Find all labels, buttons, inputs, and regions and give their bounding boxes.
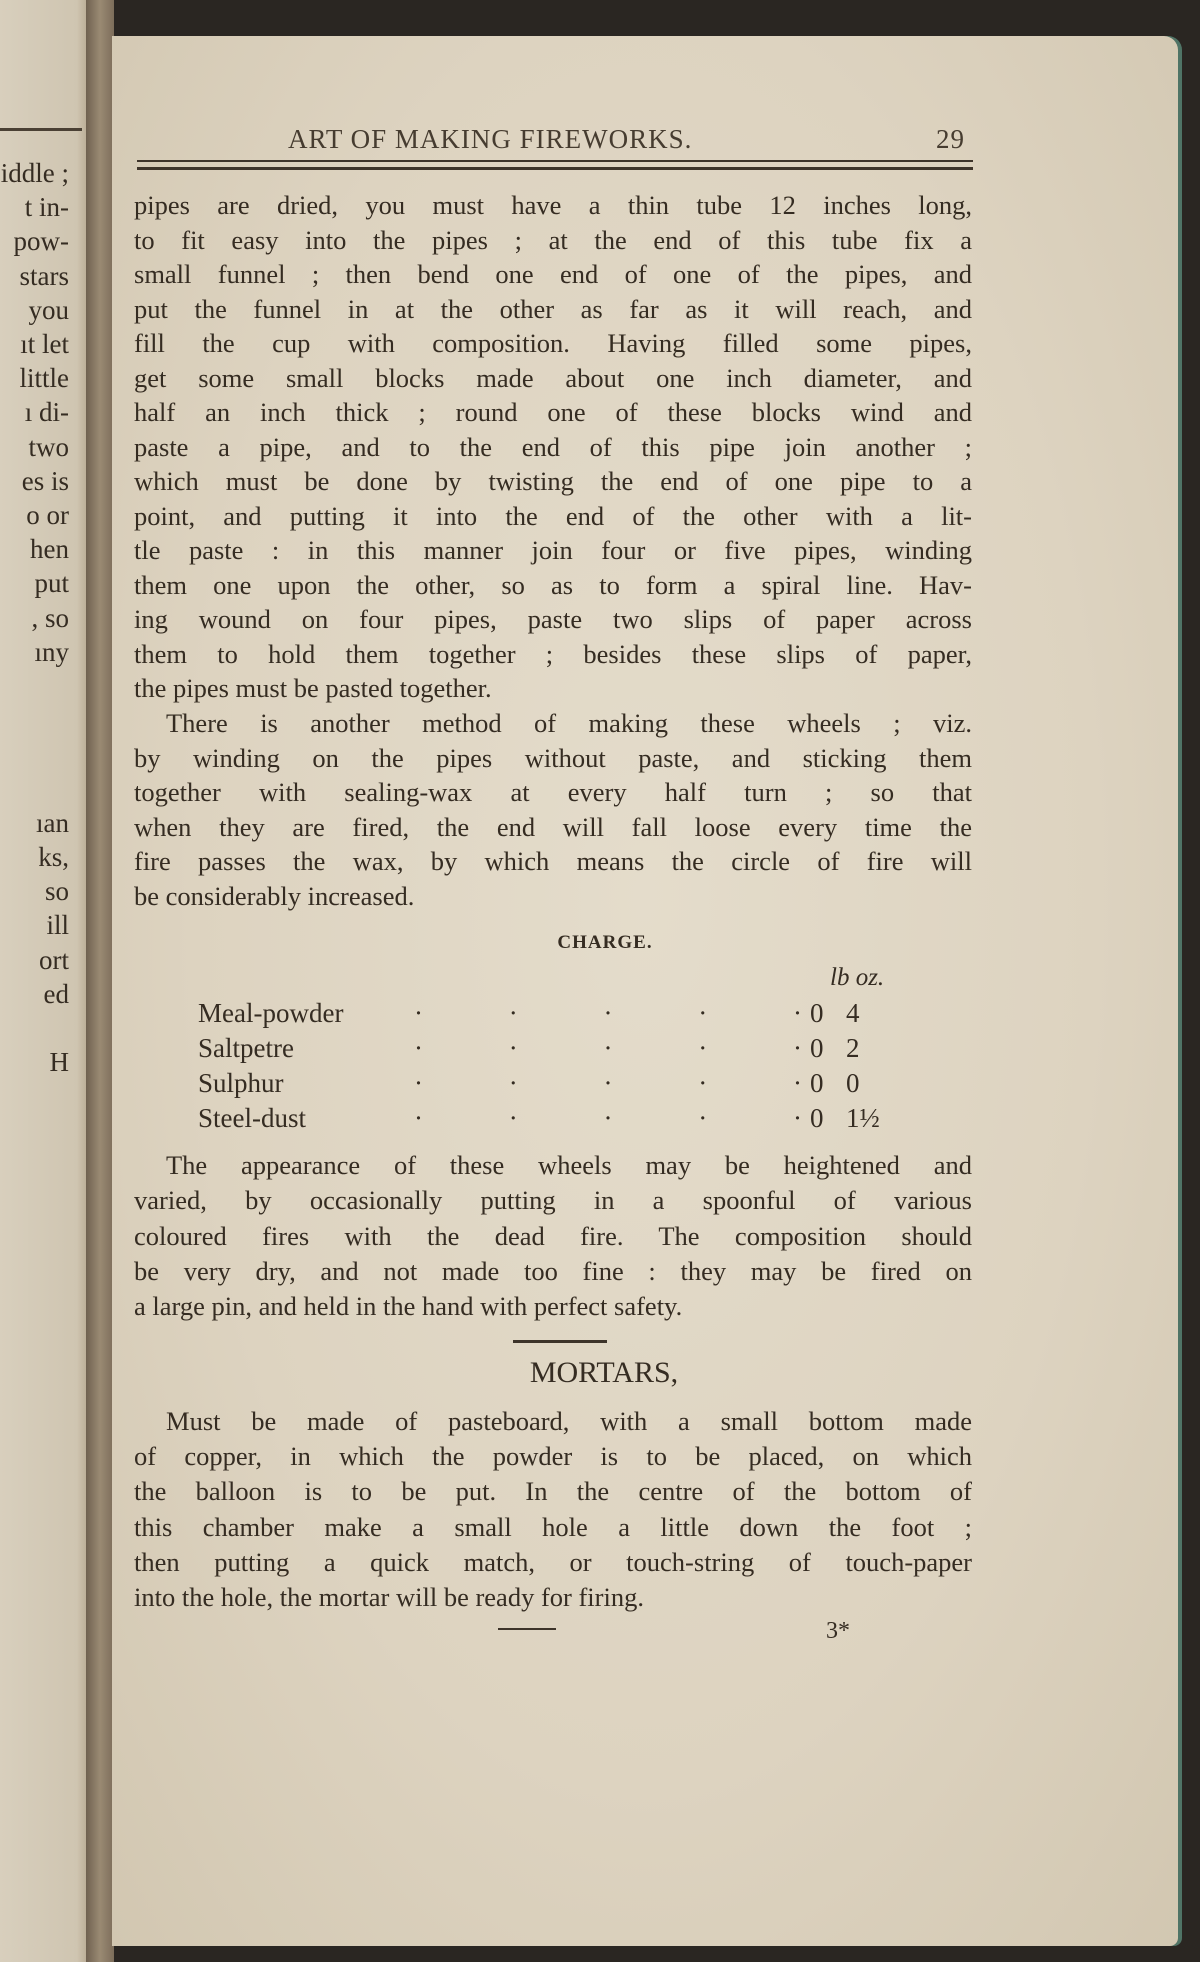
charge-units: lb oz. <box>830 964 885 991</box>
leader-dots: · · · · · <box>414 1033 802 1063</box>
facing-page-fragment: ill <box>46 910 69 941</box>
charge-row <box>198 1103 898 1133</box>
facing-page-fragment: ıan <box>36 807 69 838</box>
facing-page-fragment: you <box>28 294 69 325</box>
facing-page-fragment: so <box>44 876 69 907</box>
page-number: 29 <box>936 124 965 154</box>
pounds-value: 0 <box>810 998 824 1028</box>
facing-page-fragment: little <box>19 363 69 394</box>
leader-dots: · · · · · <box>414 1068 802 1098</box>
section-divider <box>513 1340 607 1343</box>
facing-page-fragment: put <box>34 568 69 599</box>
text-line: ing wound on four pipes, paste two slips of paper across <box>134 604 972 634</box>
text-line: into the hole, the mortar will be ready for firing. <box>134 1582 644 1612</box>
facing-page-edge <box>0 0 96 1962</box>
facing-page-fragment: es is <box>21 465 69 496</box>
ounces-value: 2 <box>846 1033 860 1063</box>
ingredient-name: Steel-dust <box>198 1103 306 1133</box>
text-line: point, and putting it into the end of the other with a lit- <box>134 500 972 531</box>
text-line: The appearance of these wheels may be heightened and <box>166 1150 972 1180</box>
header-rule-top <box>137 160 973 162</box>
text-line: then putting a quick match, or touch-string of touch-paper <box>134 1546 972 1577</box>
text-line: half an inch thick ; round one of these blocks wind and <box>134 397 972 427</box>
charge-row <box>198 998 898 1028</box>
text-line: the balloon is to be put. In the centre of the bottom of <box>134 1476 972 1507</box>
facing-page-fragment: t in- <box>24 192 69 223</box>
text-line: together with sealing-wax at every half turn ; so that <box>134 777 972 807</box>
facing-page-fragment: , so <box>31 602 69 633</box>
text-line: Must be made of pasteboard, with a small bottom made <box>166 1406 972 1436</box>
text-line: be considerably increased. <box>134 880 415 911</box>
text-line: coloured fires with the dead fire. The composition should <box>134 1220 972 1251</box>
leader-dots: · · · · · <box>414 998 802 1028</box>
facing-page-fragment: ıny <box>34 636 69 667</box>
text-line: which must be done by twisting the end of one pipe to a <box>134 466 972 496</box>
text-line: a large pin, and held in the hand with perfect safety. <box>134 1291 683 1322</box>
ounces-value: 0 <box>846 1068 860 1098</box>
charge-row <box>198 1068 898 1098</box>
charge-row <box>198 1033 898 1063</box>
text-line: get some small blocks made about one inch diameter, and <box>134 362 972 393</box>
header-rule-bottom <box>137 167 973 170</box>
text-line: put the funnel in at the other as far as it will reach, and <box>134 293 972 324</box>
facing-page-fragment: ort <box>39 944 69 975</box>
text-line: them to hold them together ; besides these slips of paper, <box>134 638 972 669</box>
facing-page-fragment: stars <box>19 260 69 291</box>
text-line: paste a pipe, and to the end of this pipe join another ; <box>134 431 972 462</box>
text-line: this chamber make a small hole a little down the foot ; <box>134 1511 972 1542</box>
text-line: them one upon the other, so as to form a spiral line. Hav- <box>134 569 972 600</box>
ingredient-name: Saltpetre <box>198 1033 294 1063</box>
facing-page-rule <box>0 128 82 131</box>
pounds-value: 0 <box>810 1033 824 1063</box>
text-line: when they are fired, the end will fall loose every time the <box>134 811 972 842</box>
text-line: be very dry, and not made too fine : they may be fired on <box>134 1255 972 1286</box>
signature-mark: 3* <box>826 1618 850 1644</box>
text-line: by winding on the pipes without paste, and sticking them <box>134 742 972 773</box>
text-line: tle paste : in this manner join four or five pipes, winding <box>134 535 972 565</box>
facing-page-fragment: H <box>49 1047 69 1078</box>
text-line: fire passes the wax, by which means the circle of fire will <box>134 846 972 876</box>
facing-page-fragment: ı di- <box>24 397 69 428</box>
text-line: pipes are dried, you must have a thin tube 12 inches long, <box>134 190 972 220</box>
book-gutter <box>86 0 114 1962</box>
footer-rule <box>498 1628 556 1630</box>
facing-page-fragment: ks, <box>38 842 69 872</box>
ounces-value: 1½ <box>846 1103 880 1133</box>
ingredient-name: Meal-powder <box>198 998 344 1028</box>
pounds-value: 0 <box>810 1103 824 1133</box>
text-line: small funnel ; then bend one end of one of the pipes, and <box>134 259 972 289</box>
section-title: MORTARS, <box>529 1356 679 1389</box>
text-line: There is another method of making these wheels ; viz. <box>166 708 972 738</box>
text-line: the pipes must be pasted together. <box>134 673 492 703</box>
running-title: ART OF MAKING FIREWORKS. <box>288 124 693 154</box>
pounds-value: 0 <box>810 1068 824 1098</box>
leader-dots: · · · · · <box>414 1103 802 1133</box>
text-line: varied, by occasionally putting in a spoonful of various <box>134 1185 972 1216</box>
facing-page-fragment: iddle ; <box>0 158 69 188</box>
facing-page-fragment: ıt let <box>20 329 69 359</box>
facing-page-fragment: ed <box>43 978 69 1009</box>
text-line: to fit easy into the pipes ; at the end of this tube fix a <box>134 224 972 255</box>
text-line: fill the cup with composition. Having filled some pipes, <box>134 328 972 358</box>
facing-page-fragment: o or <box>26 500 69 530</box>
facing-page-fragment: two <box>28 431 69 462</box>
ingredient-name: Sulphur <box>198 1068 284 1098</box>
charge-heading: CHARGE. <box>557 932 653 953</box>
facing-page-fragment: pow- <box>13 226 69 257</box>
ounces-value: 4 <box>846 998 860 1028</box>
facing-page-fragment: hen <box>30 534 69 565</box>
text-line: of copper, in which the powder is to be placed, on which <box>134 1441 972 1472</box>
